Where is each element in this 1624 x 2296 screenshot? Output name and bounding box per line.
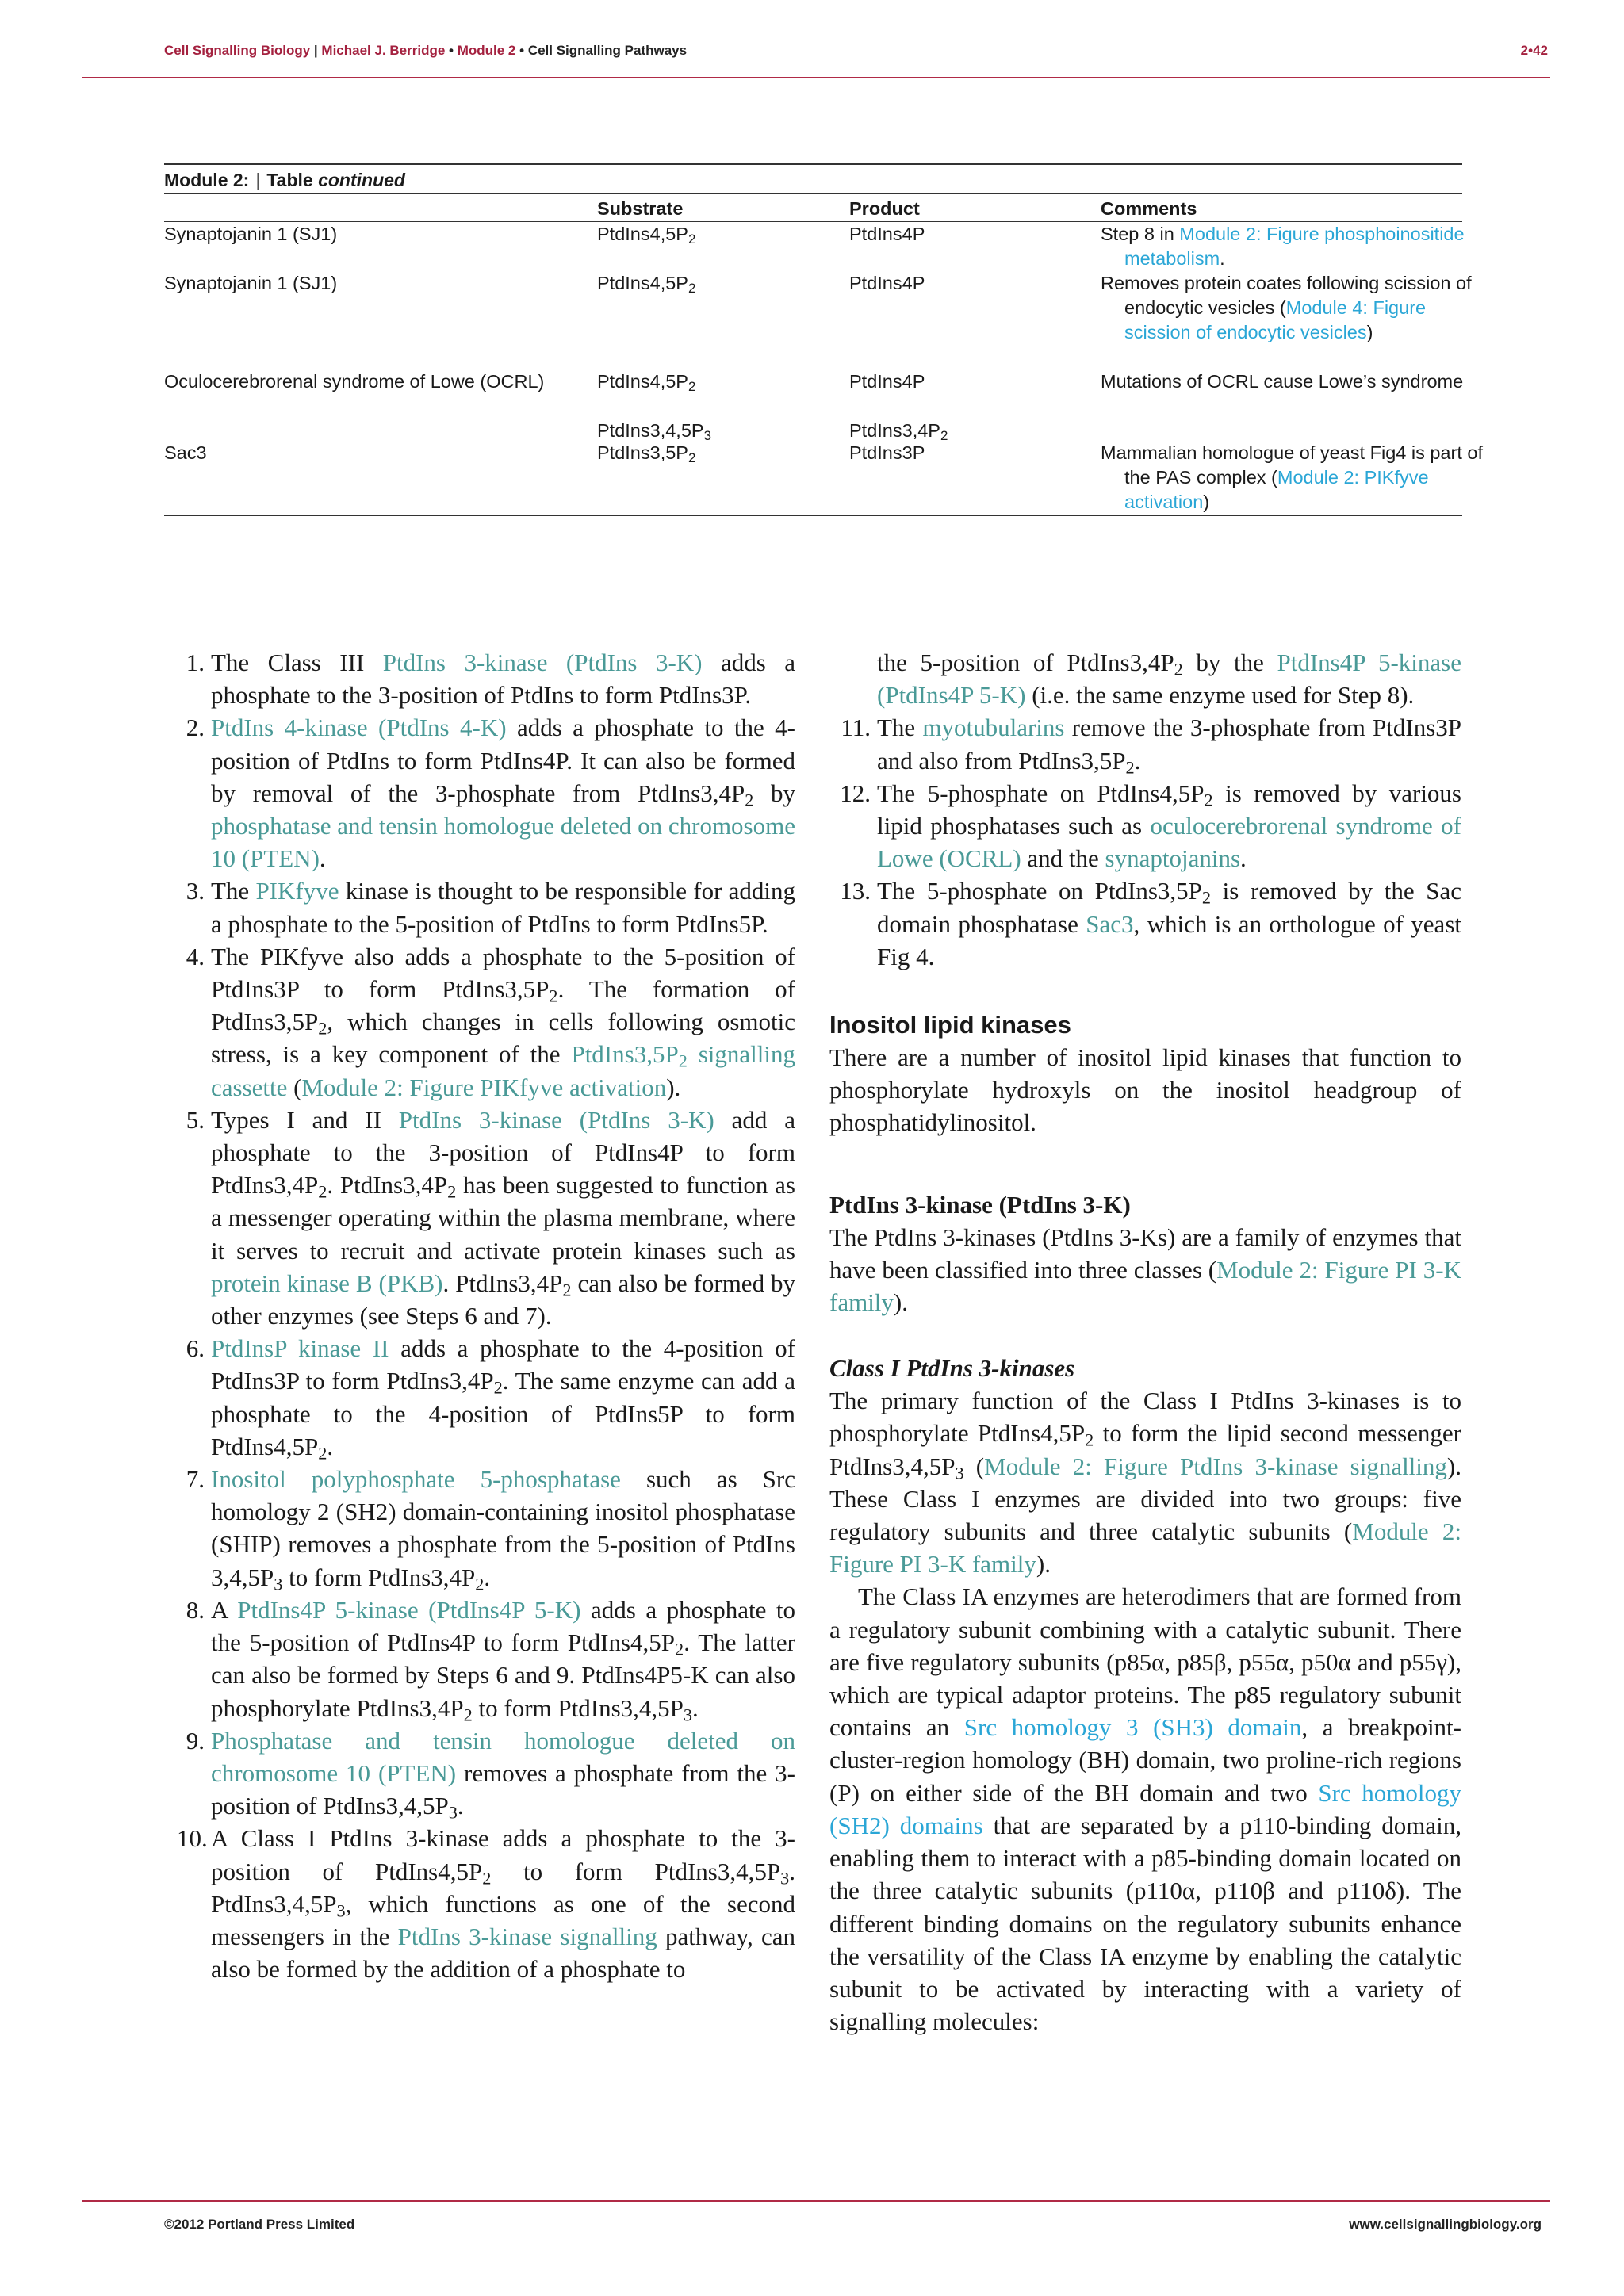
figure-link[interactable]: Module 2: PIKfyve activation [1124, 467, 1429, 512]
table-cell-comment: Mammalian homologue of yeast Fig4 is part of the PAS complex (Module 2: PIKfyve activation) [1101, 442, 1483, 512]
table-rule-top [164, 163, 1462, 165]
header-rule [82, 77, 1550, 78]
link-pten[interactable]: phosphatase and tensin homologue deleted on chromosome 10 (PTEN) [211, 812, 795, 873]
section-name: Cell Signalling Pathways [527, 43, 688, 58]
paragraph: The Class IA enzymes are heterodimers that are formed from a regulatory subunit combining with a catalytic subunit. There are five regulatory subunits (p85α, p85β, p55α, p50α and p55γ), which are typical adaptor proteins. The p85 regulatory subunit contains an Src homology 3 (SH3) domain, a breakpoint-cluster-region homology (BH) domain, two proline-rich regions (P) on either side of the BH domain and two Src homology (SH2) domains that are separated by a p110-binding domain, enabling them to interact with a p85-binding domain located on the three catalytic subunits (p110α, p110β and p110δ). The different binding domains on the regulatory subunits enhance the versatility of the Class IA enzyme by enabling the catalytic subunit to be activated by interacting with a variety of signalling molecules: [829, 1582, 1461, 2036]
table-cell-enzyme: Synaptojanin 1 (SJ1) [164, 273, 338, 293]
footer-rule [82, 2200, 1550, 2202]
table-cell-substrate: $PtdIns3,4,5P_3$ [597, 420, 711, 444]
figure-link[interactable]: Module 4: Figure scission of endocytic vesicles [1124, 297, 1427, 342]
link-pi3k-signalling-figure[interactable]: Module 2: Figure PtdIns 3-kinase signalling [984, 1452, 1447, 1480]
table-rule-bottom [164, 515, 1462, 516]
page-number: 2•42 [1520, 43, 1548, 58]
link-ptdins4p-5-kinase[interactable]: PtdIns4P 5-kinase (PtdIns4P 5-K) [877, 649, 1461, 710]
subsubsection-heading: Class I PtdIns 3-kinases [829, 1354, 1075, 1383]
running-header: Cell Signalling Biology | Michael J. Berridge • Module 2 • Cell Signalling Pathways 2•42 [164, 43, 1548, 58]
paragraph: The primary function of the Class I PtdIns 3-kinases is to phosphorylate $PtdIns4,5P_2$ to form the lipid second messenger $PtdIns3,4,5P_3$ (Module 2: Figure PtdIns 3-kinase signalling). These Class I enzymes are divided into two groups: five regulatory subunits and three catalytic subunits (Module 2: Figure PI 3-K family). [829, 1387, 1461, 1578]
table-cell-comment: Mutations of OCRL cause Lowe’s syndrome [1101, 371, 1464, 392]
table-cell-product: PtdIns3P [849, 442, 925, 463]
left-column [177, 646, 795, 1985]
link-pkb[interactable]: protein kinase B (PKB) [211, 1269, 443, 1297]
list-item: 3. The PIKfyve kinase is thought to be responsible for adding a phosphate to the 5-position of PtdIns to form PtdIns5P. [186, 877, 796, 938]
link-pi3k-family[interactable]: Module 2: Figure PI 3-K family [829, 1255, 1461, 1317]
table-cell-substrate: $PtdIns3,5P_2$ [597, 442, 696, 466]
link-ptdins-3-kinase[interactable]: PtdIns 3-kinase (PtdIns 3-K) [398, 1105, 714, 1134]
col-header-product: Product [849, 198, 920, 219]
website-link[interactable]: www.cellsignallingbiology.org [1349, 2217, 1542, 2232]
pathway-steps [177, 646, 795, 1985]
table-cell-enzyme: Oculocerebrorenal syndrome of Lowe (OCRL) [164, 371, 545, 392]
paragraph: There are a number of inositol lipid kinases that function to phosphorylate hydroxyls on the inositol headgroup of phosphatidylinositol. [829, 1043, 1461, 1137]
link-pi3k-family[interactable]: Module 2: Figure PI 3-K family [829, 1517, 1461, 1578]
right-column [829, 646, 1461, 2038]
list-item: 13. The 5-phosphate on $PtdIns3,5P_2$ is removed by the Sac domain phosphatase Sac3, which is an orthologue of yeast Fig 4. [840, 877, 1461, 970]
list-item: 2. PtdIns 4-kinase (PtdIns 4-K) adds a phosphate to the 4-position of PtdIns to form PtdIns4P. It can also be formed by removal of the 3-phosphate from $PtdIns3,4P_2$ by phosphatase and tensin homologue deleted on chromosome 10 (PTEN). [186, 714, 795, 873]
col-header-comments: Comments [1101, 198, 1197, 219]
table-cell-product: $PtdIns3,4P_2$ [849, 420, 948, 444]
link-ptdins-3-kinase[interactable]: PtdIns 3-kinase (PtdIns 3-K) [382, 649, 703, 676]
table-cell-substrate: $PtdIns4,5P_2$ [597, 224, 696, 247]
link-sh2-domains[interactable]: Src homology (SH2) domains [829, 1778, 1461, 1839]
table-cell-product: PtdIns4P [849, 224, 925, 244]
table-cell-comment: Step 8 in Module 2: Figure phosphoinositide metabolism. [1101, 224, 1465, 269]
figure-link[interactable]: Module 2: Figure phosphoinositide metabolism [1124, 224, 1465, 269]
table-cell-comment: Removes protein coates following scission of endocytic vesicles (Module 4: Figure scission of endocytic vesicles) [1101, 273, 1472, 342]
table-cell-product: PtdIns4P [849, 371, 925, 392]
link-pten[interactable]: Phosphatase and tensin homologue deleted on chromosome 10 (PTEN) [211, 1726, 795, 1787]
list-item: 6. PtdInsP kinase II adds a phosphate to the 4-position of PtdIns3P to form $PtdIns3,4P_2$. The same enzyme can add a phosphate to the 4-position of PtdIns5P to form $PtdIns4,5P_2$. [186, 1334, 796, 1464]
table-rule [164, 193, 1462, 194]
link-signalling-cassette[interactable]: $PtdIns3,5P_2$ signalling cassette [211, 1040, 795, 1101]
link-sac3[interactable]: Sac3 [1086, 909, 1134, 938]
module-name: Module 2 [457, 43, 516, 58]
link-pikfyve-activation[interactable]: Module 2: Figure PIKfyve activation [301, 1073, 667, 1101]
list-item: 8. A PtdIns4P 5-kinase (PtdIns4P 5-K) adds a phosphate to the 5-position of PtdIns4P to form $PtdIns4,5P_2$. The latter can also be formed by Steps 6 and 9. PtdIns4P5-K can also phosphorylate $PtdIns3,4P_2$ to form $PtdIns3,4,5P_3$. [186, 1595, 795, 1725]
table-cell-product: PtdIns4P [849, 273, 925, 293]
col-header-substrate: Substrate [597, 198, 684, 219]
pathway-steps [829, 711, 1461, 973]
list-item: 1. The Class III PtdIns 3-kinase (PtdIns 3-K) adds a phosphate to the 3-position of PtdIns to form PtdIns3P. [186, 649, 795, 710]
list-item: 7. Inositol polyphosphate 5-phosphatase such as Src homology 2 (SH2) domain-containing inositol phosphatase (SHIP) removes a phosphate from the 5-position of PtdIns $3,4,5P_3$ to form $PtdIns3,4P_2$. [186, 1465, 795, 1594]
list-item-continued: the 5-position of $PtdIns3,4P_2$ by the PtdIns4P 5-kinase (PtdIns4P 5-K) (i.e. the same enzyme used for Step 8). [877, 649, 1461, 710]
list-item: 5. Types I and II PtdIns 3-kinase (PtdIns 3-K) add a phosphate to the 3-position of PtdIns4P to form $PtdIns3,4P_2$. $PtdIns3,4P_2$ has been suggested to function as a messenger operating within the plasma membrane, where it serves to recruit and activate protein kinases such as protein kinase B (PKB). $PtdIns3,4P_2$ can also be formed by other enzymes (see Steps 6 and 7). [186, 1105, 796, 1330]
list-item: 10. A Class I PtdIns 3-kinase adds a phosphate to the 3-position of $PtdIns4,5P_2$ to form $PtdIns3,4,5P_3$. $PtdIns3,4,5P_3$, which functions as one of the second messengers in the PtdIns 3-kinase signalling pathway, can also be formed by the addition of a phosphate to [177, 1824, 795, 1984]
link-pikfyve[interactable]: PIKfyve [255, 877, 339, 905]
table-cell-enzyme: Sac3 [164, 442, 207, 463]
link-ptdinsp-kinase-ii[interactable]: PtdInsP kinase II [211, 1334, 389, 1363]
copyright: ©2012 Portland Press Limited [164, 2217, 355, 2232]
list-item: 4. The PIKfyve also adds a phosphate to the 5-position of PtdIns3P to form $PtdIns3,5P_2$. The formation of $PtdIns3,5P_2$, which changes in cells following osmotic stress, is a key component of the $PtdIns3,5P_2$ signalling cassette (Module 2: Figure PIKfyve activation). [186, 942, 796, 1101]
list-item: 12. The 5-phosphate on $PtdIns4,5P_2$ is removed by various lipid phosphatases such as oculocerebrorenal syndrome of Lowe (OCRL) and the synaptojanins. [840, 779, 1461, 873]
list-item: 11. The myotubularins remove the 3-phosphate from PtdIns3P and also from $PtdIns3,5P_2$. [841, 714, 1461, 778]
link-synaptojanins[interactable]: synaptojanins [1105, 844, 1241, 873]
table-cell-enzyme: Synaptojanin 1 (SJ1) [164, 224, 338, 244]
table-cell-substrate: $PtdIns4,5P_2$ [597, 273, 696, 297]
link-sh3-domain[interactable]: Src homology 3 (SH3) domain [963, 1713, 1302, 1742]
table-caption: Module 2: | Table continued [164, 170, 405, 190]
list-item: 9. Phosphatase and tensin homologue deleted on chromosome 10 (PTEN) removes a phosphate from the 3-position of $PtdIns3,4,5P_3$. [186, 1726, 795, 1823]
link-ptdins-4-kinase[interactable]: PtdIns 4-kinase (PtdIns 4-K) [211, 714, 507, 742]
journal-title: Cell Signalling Biology [164, 43, 311, 58]
subsection-heading: PtdIns 3-kinase (PtdIns 3-K) [829, 1190, 1131, 1219]
link-ocrl[interactable]: oculocerebrorenal syndrome of Lowe (OCRL) [877, 812, 1461, 873]
paragraph: The PtdIns 3-kinases (PtdIns 3-Ks) are a family of enzymes that have been classified into three classes (Module 2: Figure PI 3-K family). [829, 1223, 1461, 1317]
section-heading: Inositol lipid kinases [829, 1011, 1071, 1039]
link-pi3k-signalling[interactable]: PtdIns 3-kinase signalling [397, 1922, 657, 1950]
author-name: Michael J. Berridge [321, 43, 446, 58]
table-cell-substrate: $PtdIns4,5P_2$ [597, 371, 696, 395]
link-myotubularins[interactable]: myotubularins [922, 714, 1065, 742]
link-ptdins4p-5-kinase[interactable]: PtdIns4P 5-kinase (PtdIns4P 5-K) [237, 1595, 581, 1624]
link-inositol-5-phosphatase[interactable]: Inositol polyphosphate 5-phosphatase [211, 1465, 621, 1494]
